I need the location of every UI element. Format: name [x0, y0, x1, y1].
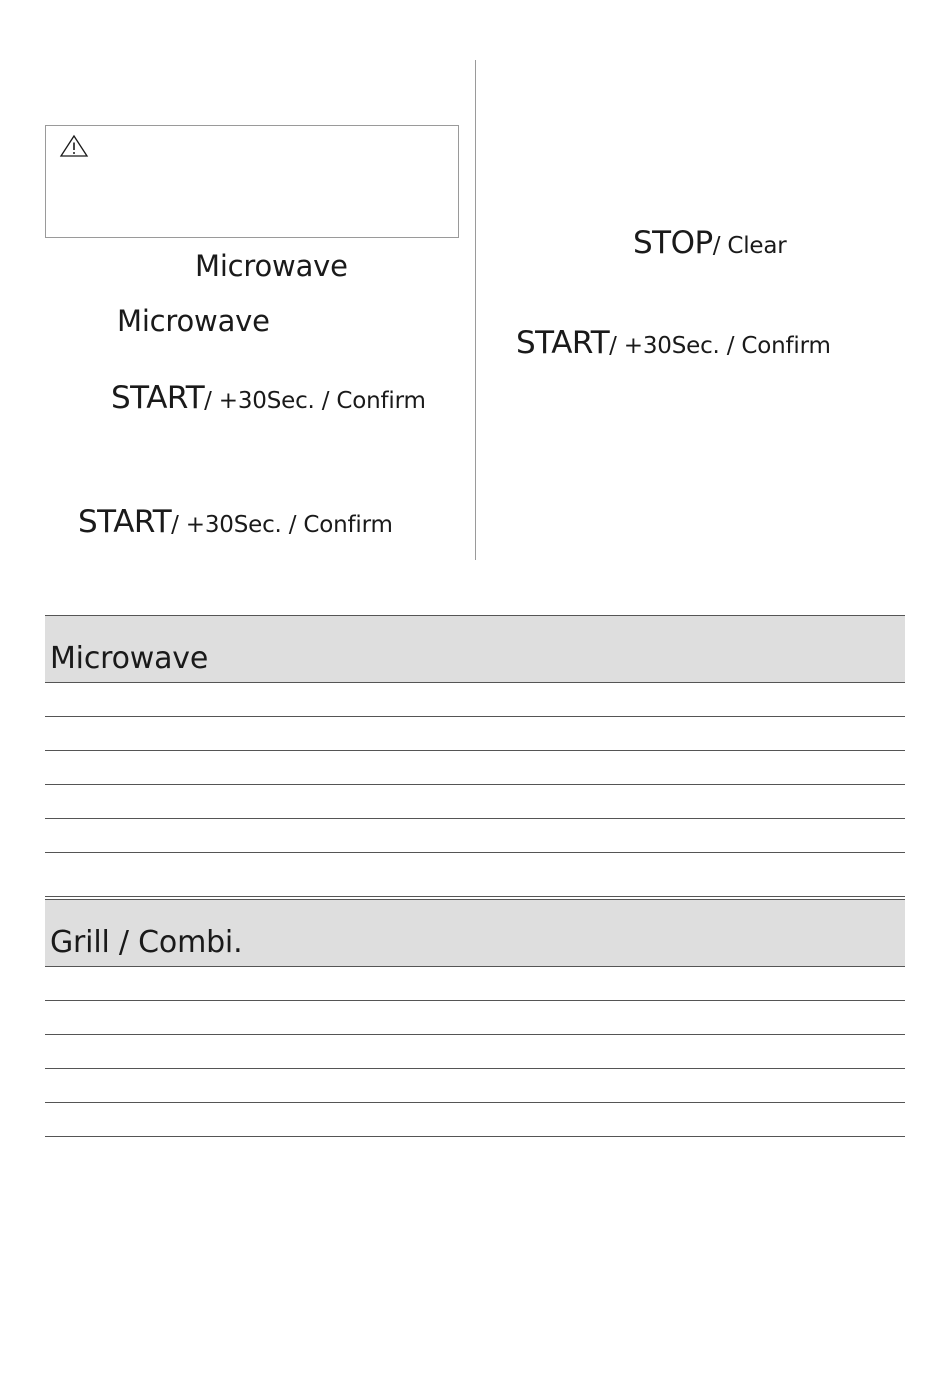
grill-combi-table-header [45, 899, 905, 967]
grill-combi-table-title: Grill / Combi. [50, 925, 243, 960]
table-row [45, 1001, 905, 1035]
stop-key-label: STOP [633, 225, 713, 261]
mode-label-microwave-2: Microwave [117, 304, 270, 338]
grill-combi-table [45, 899, 905, 1137]
table-row [45, 1103, 905, 1137]
start-key-label: START [78, 504, 172, 540]
stop-key-instruction [633, 225, 787, 261]
table-row [45, 1035, 905, 1069]
table-row [45, 785, 905, 819]
microwave-table-header [45, 615, 905, 683]
start-key-suffix: / +30Sec. / Confirm [171, 512, 393, 538]
table-row [45, 853, 905, 897]
mode-label-microwave-1: Microwave [195, 249, 348, 283]
table-row [45, 967, 905, 1001]
start-key-suffix: / +30Sec. / Confirm [609, 333, 831, 359]
table-row [45, 751, 905, 785]
stop-key-suffix: / Clear [712, 233, 787, 259]
column-divider [475, 60, 476, 560]
table-row [45, 717, 905, 751]
start-key-label: START [516, 325, 610, 361]
warning-triangle-icon [59, 134, 89, 158]
microwave-table-title: Microwave [50, 641, 209, 676]
microwave-table [45, 615, 905, 897]
warning-box [45, 125, 459, 238]
start-key-suffix: / +30Sec. / Confirm [204, 388, 426, 414]
start-key-instruction-3 [516, 325, 831, 361]
start-key-instruction-2 [78, 504, 393, 540]
start-key-label: START [111, 380, 205, 416]
table-row [45, 683, 905, 717]
table-row [45, 1069, 905, 1103]
start-key-instruction-1 [111, 380, 426, 416]
table-row [45, 819, 905, 853]
